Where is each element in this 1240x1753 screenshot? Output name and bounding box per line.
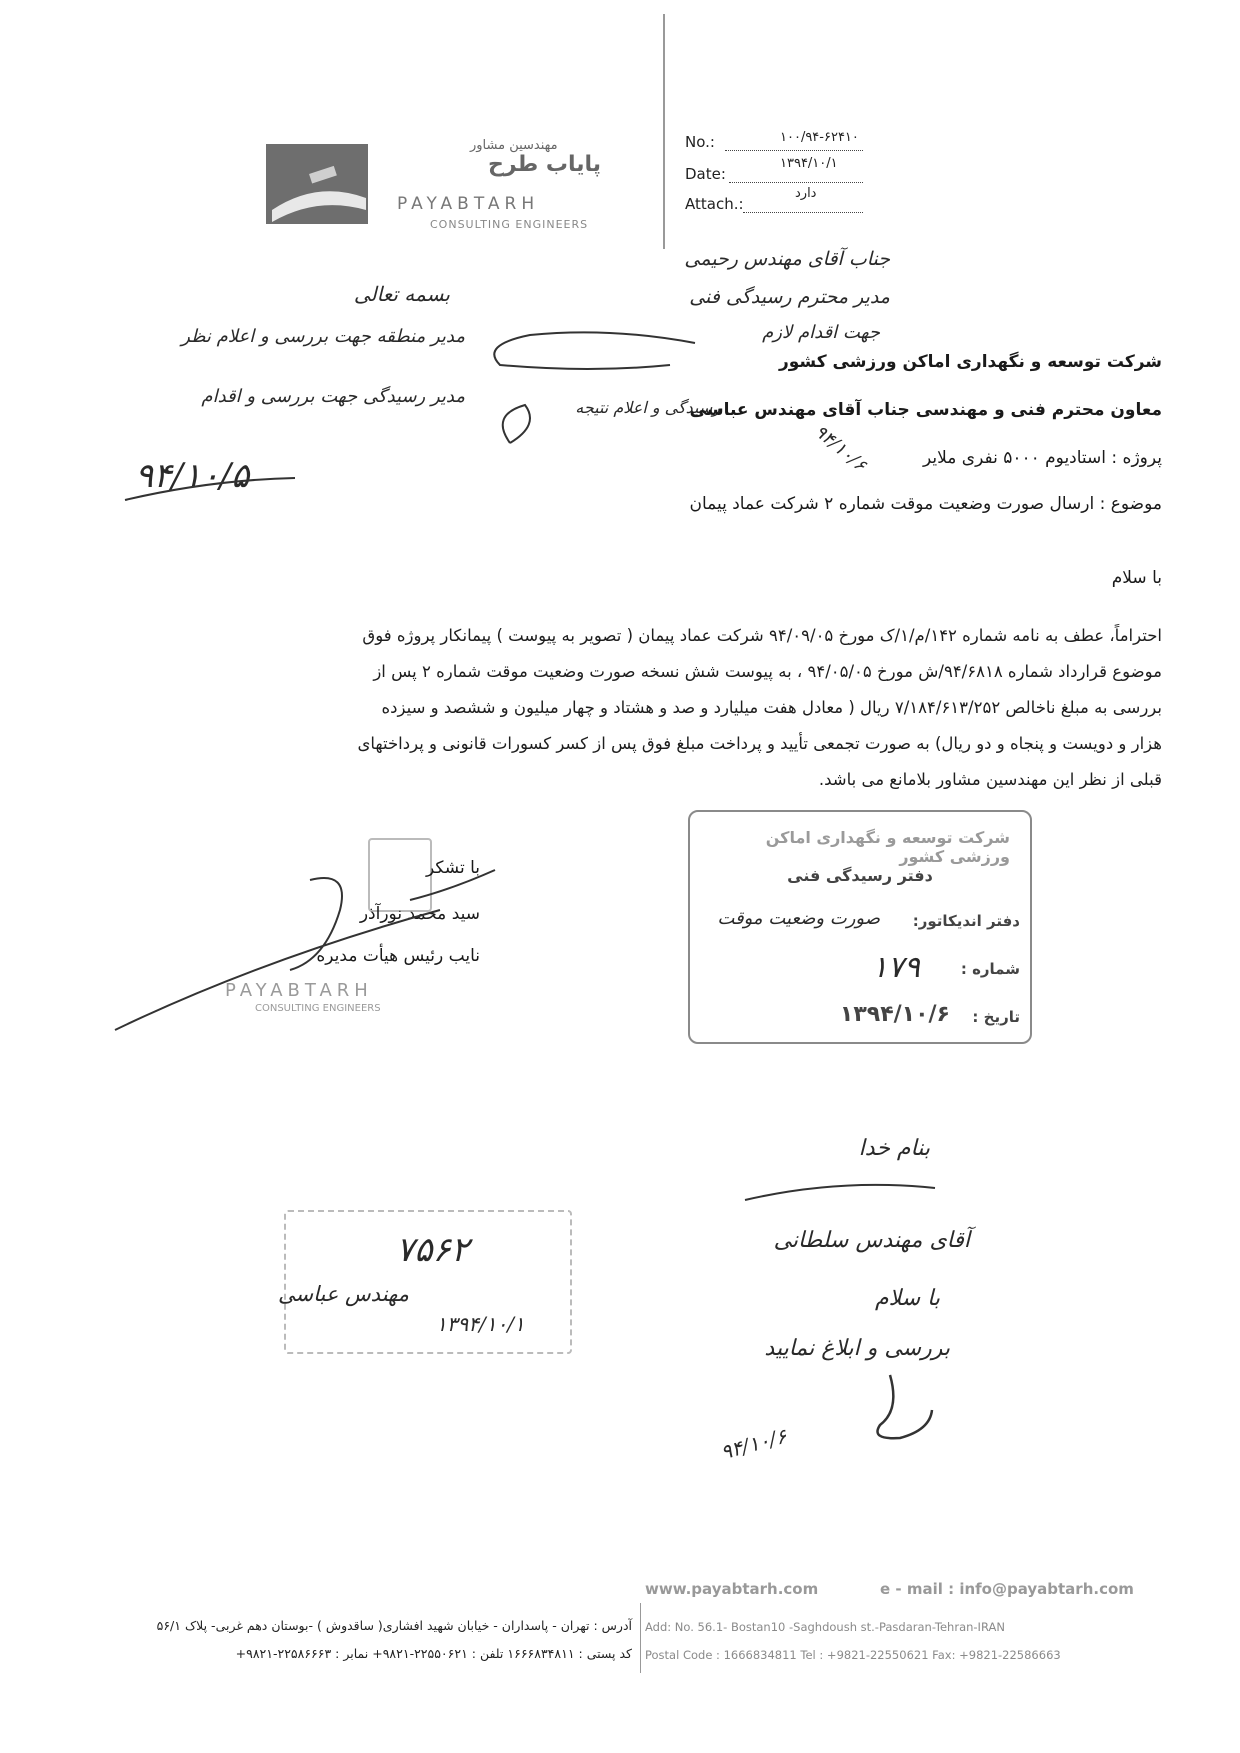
number-label: No.: (685, 133, 715, 151)
logo-en-subtitle: CONSULTING ENGINEERS (430, 218, 589, 231)
handnote-left-3: مدیر رسیدگی جهت بررسی و اقدام (201, 386, 465, 407)
greeting: با سلام (1111, 568, 1162, 588)
signature-stamp-sub: CONSULTING ENGINEERS (255, 1003, 381, 1014)
secretariat-number: ۷۵۶۲ (396, 1230, 470, 1270)
receipt-stamp-dept: دفتر رسیدگی فنی (787, 866, 933, 885)
initials-signature-icon (860, 1370, 940, 1450)
body-line: بررسی به مبلغ ناخالص ۷/۱۸۴/۶۱۳/۲۵۲ ریال ( معادل هفت میلیارد و صد و هشتاد و چهار میلیون و ششصد و سیزده (381, 698, 1162, 717)
signature-icon (110, 850, 500, 1040)
number-row (685, 132, 865, 164)
logo-en-name: PAYABTARH (397, 194, 540, 214)
body-line: قبلی از نظر این مهندسین مشاور بلامانع می باشد. (818, 770, 1162, 789)
handnote-lower-date: ۹۴/۱۰/۶ (718, 1423, 790, 1465)
receipt-number-label: شماره : (960, 960, 1020, 978)
logo-fa-subtitle: مهندسین مشاور (470, 138, 558, 153)
attach-dots (743, 198, 863, 213)
number-value: ۱۰۰/۹۴-۶۲۴۱۰ (780, 130, 859, 145)
signer-title: نایب رئیس هیأت مدیره (316, 946, 480, 966)
handnote-left-2: مدیر منطقه جهت بررسی و اعلام نظر (181, 326, 465, 347)
attach-row (685, 186, 865, 224)
footer-address-en: Add: No. 56.1- Bostan10 -Saghdoush st.-Pasdaran-Tehran-IRAN (645, 1620, 1005, 1634)
letter-body (190, 618, 1162, 798)
handnote-left-1: بسمه تعالی (353, 282, 450, 306)
attach-label: Attach.: (685, 195, 744, 213)
recipient-person: معاون محترم فنی و مهندسی جناب آقای مهندس عباسی (689, 400, 1162, 420)
signature-closing: با تشکر (426, 858, 480, 878)
secretariat-date: ۱۳۹۴/۱۰/۱ (436, 1312, 525, 1336)
underline-stroke-icon (120, 470, 300, 510)
body-line: هزار و دویست و پنجاه و دو ریال) به صورت تجمعی تأیید و پرداخت مبلغ فوق پس از کسر کسورات قانونی و پرداختهای (357, 734, 1162, 753)
payabtarh-logo-icon (262, 140, 372, 228)
subject-line: موضوع : ارسال صورت وضعیت موقت شماره ۲ شرکت عماد پیمان (689, 494, 1162, 514)
receipt-number-value: ۱۷۹ (871, 950, 920, 985)
letter-meta (685, 132, 865, 224)
handnote-right-3: جهت اقدام لازم (762, 322, 880, 343)
handnote-margin-date: ۹۴/۱۰/۶ (810, 421, 871, 476)
project-line: پروژه : استادیوم ۵۰۰۰ نفری ملایر (923, 448, 1162, 468)
footer-website: www.payabtarh.com (645, 1580, 819, 1598)
footer-contact-fa: کد پستی : ۱۶۶۶۸۳۴۸۱۱ تلفن : ۲۲۵۵۰۶۲۱-۹۸۲۱+ نمابر : ۲۲۵۸۶۶۶۳-۹۸۲۱+ (235, 1646, 632, 1661)
handnote-right-4: رسیدگی و اعلام نتیجه (575, 398, 720, 417)
date-dots (729, 168, 863, 183)
receipt-date-value: ۱۳۹۴/۱۰/۶ (839, 1002, 950, 1027)
secretariat-stamp (278, 1210, 572, 1354)
recipient-organization: شرکت توسعه و نگهداری اماکن ورزشی کشور (778, 352, 1162, 372)
receipt-stamp-org: شرکت توسعه و نگهداری اماکن ورزشی کشور (765, 828, 1010, 866)
date-row (685, 156, 865, 194)
body-line: احتراماً، عطف به نامه شماره ۱۴۲/م/۱/ک مورخ ۹۴/۰۹/۰۵ شرکت عماد پیمان ( تصویر به پیوست ) پیمانکار پروژه فوق (362, 626, 1162, 645)
signer-name: سید محمد نورآذر (359, 904, 480, 924)
handwriting-flourish-icon (470, 325, 700, 455)
handnote-lower-3: با سلام (874, 1286, 940, 1311)
receipt-date-label: تاریخ : (972, 1008, 1020, 1026)
logo-fa-name: پایاب طرح (488, 152, 602, 177)
date-label: Date: (685, 165, 726, 183)
handnote-right-1: جناب آقای مهندس رحیمی (684, 248, 890, 270)
receipt-indicator-value: صورت وضعیت موقت (717, 908, 880, 929)
handnote-lower-4: بررسی و ابلاغ نمایید (764, 1336, 950, 1361)
handnote-right-2: مدیر محترم رسیدگی فنی (689, 286, 890, 308)
secretariat-name: مهندس عباسی (278, 1282, 409, 1306)
header-divider (663, 14, 665, 249)
receipt-indicator-label: دفتر اندیکاتور: (912, 912, 1020, 930)
handnote-lower-1: بنام خدا (858, 1136, 930, 1161)
handnote-lower-2: آقای مهندس سلطانی (773, 1228, 970, 1253)
signature-stamp-name: PAYABTARH (225, 980, 373, 1001)
receipt-stamp (688, 810, 1032, 1044)
footer-address-fa: آدرس : تهران - پاسداران - خیابان شهید افشاری( ساقدوش ) -بوستان دهم غربی- پلاک ۵۶/۱ (156, 1618, 632, 1633)
date-value: ۱۳۹۴/۱۰/۱ (780, 156, 838, 171)
underline-stroke-icon (740, 1178, 940, 1208)
footer-email: e - mail : info@payabtarh.com (880, 1580, 1134, 1598)
footer-contact-en: Postal Code : 1666834811 Tel : +9821-22550621 Fax: +9821-22586663 (645, 1648, 1061, 1662)
footer-divider (640, 1603, 641, 1673)
handnote-left-date: ۹۴/۱۰/۵ (135, 456, 250, 496)
attach-value: دارد (795, 186, 817, 201)
body-line: موضوع قرارداد شماره ۹۴/۶۸۱۸/ش مورخ ۹۴/۰۵/۰۵ ، به پیوست شش نسخه صورت وضعیت موقت شماره ۲ پس از (373, 662, 1162, 681)
